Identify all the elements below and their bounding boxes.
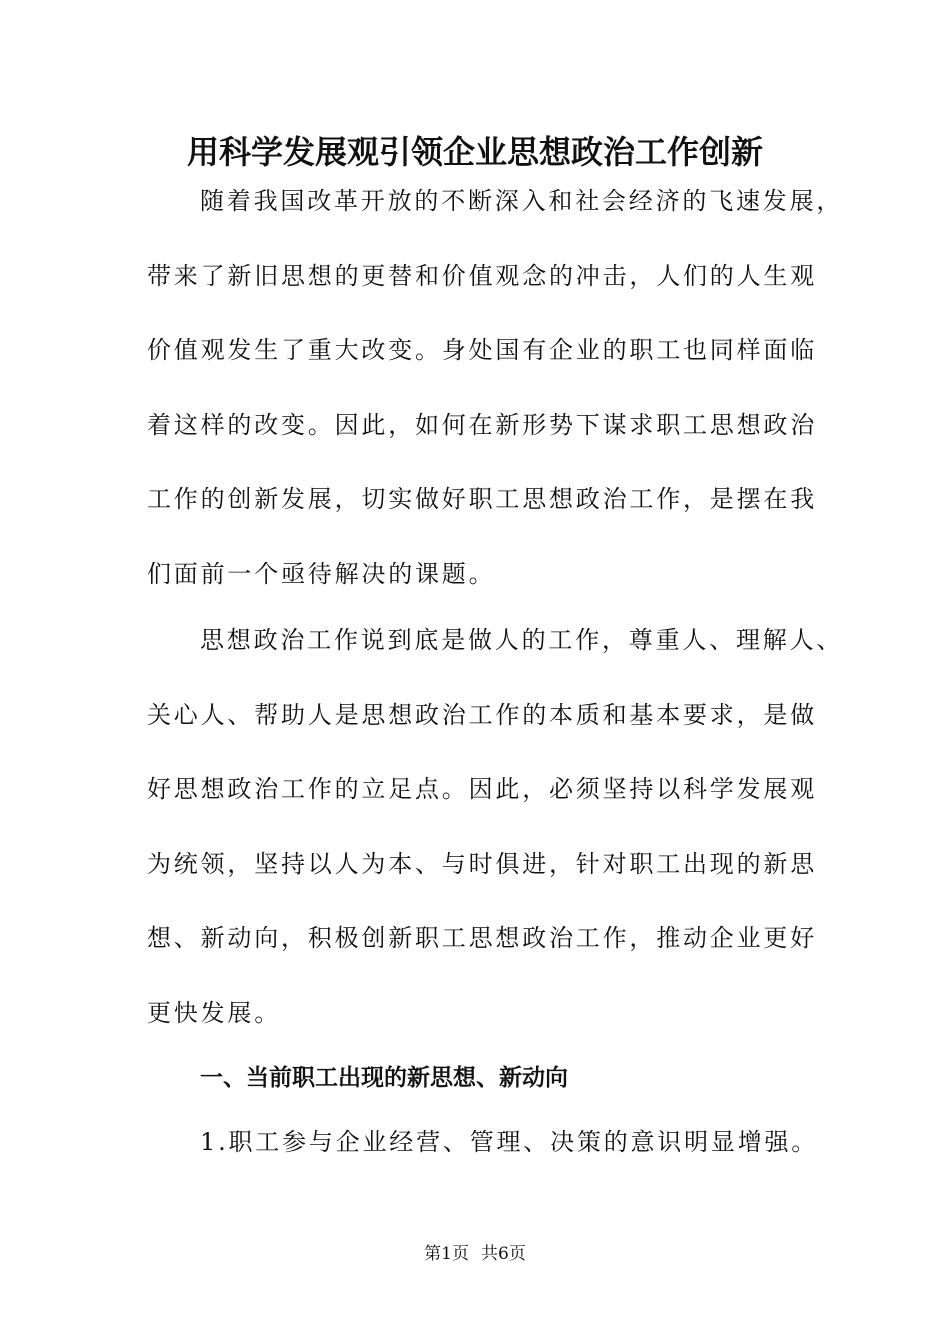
paragraph-line: 思想政治工作说到底是做人的工作，尊重人、理解人、 — [200, 626, 844, 654]
paragraph-line: 着这样的改变。因此，如何在新形势下谋求职工思想政治 — [147, 410, 817, 439]
paragraph-line: 带来了新旧思想的更替和价值观念的冲击，人们的人生观 — [147, 261, 817, 290]
paragraph-line: 关心人、帮助人是思想政治工作的本质和基本要求，是做 — [147, 700, 817, 729]
paragraph-line: 工作的创新发展，切实做好职工思想政治工作，是摆在我 — [147, 485, 817, 513]
section-heading: 一、当前职工出现的新思想、新动向 — [200, 1065, 568, 1091]
paragraph-line: 为统领，坚持以人为本、与时俱进，针对职工出现的新思 — [147, 849, 817, 878]
paragraph-2 — [147, 603, 844, 1050]
paragraph-line: 价值观发生了重大改变。身处国有企业的职工也同样面临 — [147, 336, 817, 364]
document-title: 用科学发展观引领企业思想政治工作创新 — [186, 133, 763, 171]
page-total: 共6页 — [481, 1244, 526, 1264]
paragraph-line: 好思想政治工作的立足点。因此，必须坚持以科学发展观 — [147, 775, 817, 803]
paragraph-line: 们面前一个亟待解决的课题。 — [147, 559, 496, 588]
page-footer — [0, 1240, 950, 1268]
paragraph-line: 想、新动向，积极创新职工思想政治工作，推动企业更好 — [147, 924, 817, 952]
list-item: 1.职工参与企业经营、管理、决策的意识明显增强。 — [200, 1128, 819, 1156]
page-number: 第1页 — [424, 1244, 469, 1264]
paragraph-line: 更快发展。 — [147, 998, 281, 1027]
paragraph-1 — [147, 164, 844, 611]
paragraph-line: 随着我国改革开放的不断深入和社会经济的飞速发展， — [200, 187, 844, 215]
